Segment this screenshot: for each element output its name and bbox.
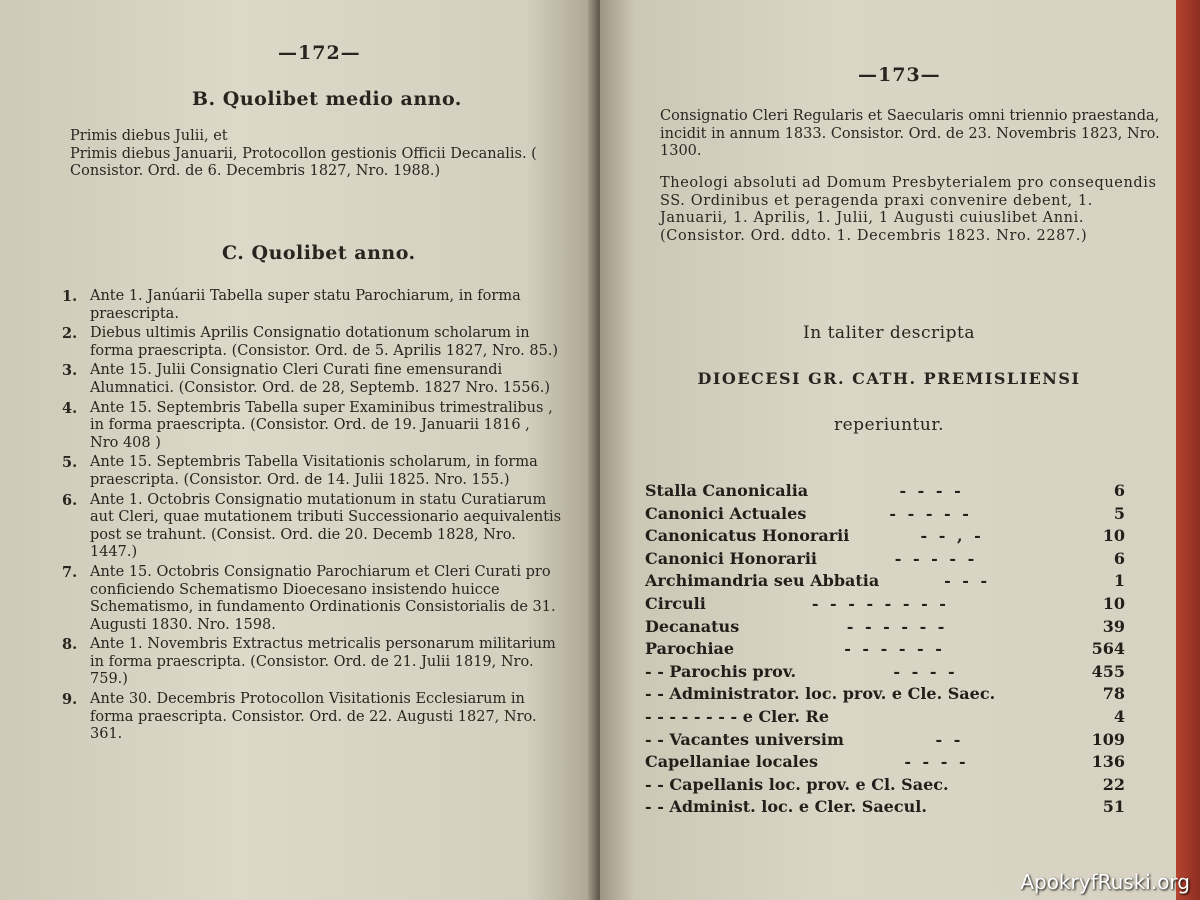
stat-row (645, 774, 1125, 797)
stat-row (645, 661, 1125, 684)
list-item (62, 492, 562, 562)
item-text: Ante 15. Septembris Tabella Visitationis scholarum, in forma praescripta. (Consistor. Ord. de 14. Julii 1825. Nro. 155.) (90, 454, 538, 488)
stat-value: 4 (1113, 706, 1125, 726)
stat-row (645, 616, 1125, 639)
list-item (62, 454, 562, 489)
list-item (62, 362, 562, 397)
stat-value: 39 (1102, 616, 1125, 636)
stat-label: - - Administrator. loc. prov. e Cle. Saec. (645, 684, 996, 704)
list-item (62, 691, 562, 744)
stat-row (645, 480, 1125, 503)
stat-value: 136 (1091, 752, 1125, 772)
stat-value: 1 (1113, 571, 1125, 591)
stat-leader: - - - - - (894, 548, 978, 568)
heading-in-taliter: In taliter descripta (803, 323, 975, 343)
item-number: 3. (62, 362, 78, 380)
item-number: 6. (62, 491, 78, 509)
item-number: 4. (62, 399, 78, 417)
stat-label: - - Parochis prov. (645, 661, 797, 681)
stat-row (645, 796, 1125, 819)
section-c-heading: C. Quolibet anno. (222, 242, 416, 264)
left-page (0, 0, 598, 900)
heading-dioecesi: DIOECESI GR. CATH. PREMISLIENSI (697, 369, 1081, 388)
stat-label: Canonici Actuales (645, 503, 807, 523)
list-item (62, 636, 562, 689)
stat-value: 564 (1091, 639, 1125, 659)
item-text: Ante 1. Janúarii Tabella super statu Parochiarum, in forma praescripta. (90, 288, 521, 322)
stat-leader: - - - (944, 571, 991, 591)
list-item (62, 564, 562, 634)
stat-label: - - Administ. loc. e Cler. Saecul. (645, 797, 927, 817)
stat-label: - - Capellanis loc. prov. e Cl. Saec. (645, 774, 949, 794)
item-number: 9. (62, 691, 78, 709)
stat-leader: - - - - (899, 481, 964, 500)
book-cover-edge (1176, 0, 1200, 900)
stat-label: Circuli (645, 593, 706, 613)
item-text: Diebus ultimis Aprilis Consignatio dotationum scholarum in forma praescripta. (Consistor. Ord. de 5. Aprilis 1827, Nro. 85.) (90, 325, 559, 359)
stat-value: 78 (1102, 684, 1125, 704)
stat-value: 10 (1102, 526, 1125, 546)
item-number: 7. (62, 563, 78, 581)
stat-row (645, 525, 1125, 548)
item-text: Ante 1. Octobris Consignatio mutationum in statu Curatiarum aut Cleri, quae mutationem tributi Successionario aequivalentis post se trahunt. (Consist. Ord. die 20. Decemb 1828, Nro. 1447.) (90, 491, 562, 561)
stat-leader: - - - - - - - - (811, 593, 949, 613)
stat-label: Archimandria seu Abbatia (645, 571, 880, 591)
stat-row (645, 548, 1125, 571)
item-number: 8. (62, 636, 78, 654)
stat-value: 51 (1102, 797, 1125, 817)
stat-label: - - - - - - - - e Cler. Re (645, 706, 830, 726)
page-number-right: —173— (858, 64, 941, 86)
item-text: Ante 1. Novembris Extractus metricalis personarum militarium in forma praescripta. (Consistor. Ord. de 21. Julii 1819, Nro. 759.) (90, 636, 556, 688)
stat-label: Capellaniae locales (645, 752, 818, 772)
stat-label: - - Vacantes universim (645, 729, 844, 749)
stat-label: Decanatus (645, 616, 740, 636)
stat-value: 22 (1102, 774, 1125, 794)
item-number: 1. (62, 288, 78, 305)
stat-leader: - - - - - (889, 503, 972, 523)
section-b-text: Primis diebus Julii, et Primis diebus Januarii, Protocollon gestionis Officii Decanalis. ( Consistor. Ord. de 6. Decembris 1827, Nro. 1988.) (70, 128, 537, 180)
stat-row (645, 503, 1125, 526)
stat-row (645, 683, 1125, 706)
item-text: Ante 15. Julii Consignatio Cleri Curati fine emensurandi Alumnatici. (Consistor. Ord. de 28, Septemb. 1827 Nro. 1556.) (90, 362, 550, 396)
item-text: Ante 30. Decembris Protocollon Visitationis Ecclesiarum in forma praescripta. Consistor. Ord. de 22. Augusti 1827, Nro. 361. (90, 691, 537, 743)
stat-value: 5 (1113, 503, 1125, 523)
stat-leader: - - - - (893, 661, 958, 681)
heading-reperiuntur: reperiuntur. (833, 415, 945, 435)
item-number: 2. (62, 325, 78, 343)
page-number-left: —172— (278, 42, 361, 64)
stat-row (645, 729, 1125, 752)
stat-row (645, 638, 1125, 661)
paragraph-consignatio: Consignatio Cleri Regularis et Saecularis omni triennio praestanda, incidit in annum 1833. Consistor. Ord. de 23. Novembris 1823, Nro. 1300. (660, 108, 1160, 160)
section-b-heading: B. Quolibet medio anno. (192, 88, 462, 110)
stat-value: 10 (1102, 593, 1125, 613)
stat-value: 455 (1091, 661, 1125, 681)
item-text: Ante 15. Septembris Tabella super Examinibus trimestralibus , in forma praescripta. (Consistor. Ord. de 19. Januarii 1816 , Nro 408 ) (90, 399, 553, 451)
section-c-list (62, 288, 562, 746)
list-item (62, 400, 562, 453)
stat-row (645, 706, 1125, 729)
stat-value: 6 (1113, 548, 1125, 568)
stat-row (645, 570, 1125, 593)
stat-label: Stalla Canonicalia (645, 481, 809, 500)
stat-label: Canonicatus Honorarii (645, 526, 850, 546)
watermark: ApokryfRuski.org (1020, 870, 1190, 894)
list-item (62, 288, 562, 323)
stat-leader: - - - - (904, 752, 969, 772)
stat-leader: - - (935, 729, 964, 749)
stat-leader: - - , - (920, 526, 984, 546)
stat-label: Parochiae (645, 639, 735, 659)
item-number: 5. (62, 454, 78, 472)
item-text: Ante 15. Octobris Consignatio Parochiarum et Cleri Curati pro conficiendo Schematismo Dioecesano insistendo huicce Schematismo, in fundamento Ordinationis Consistorialis de 31. Augusti 1830. Nro. 1598. (90, 563, 556, 633)
stat-label: Canonici Honorarii (645, 548, 817, 568)
stat-row (645, 593, 1125, 616)
stat-value: 109 (1091, 729, 1125, 749)
stat-leader: - - - - - - (846, 616, 948, 636)
stat-value: 6 (1113, 481, 1125, 500)
statistics-list (645, 480, 1125, 819)
stat-leader: - - - - - - (844, 639, 945, 659)
paragraph-theologi: Theologi absoluti ad Domum Presbyterialem pro consequendis SS. Ordinibus et peragenda praxi convenire debent, 1. Januarii, 1. Aprilis, 1. Julii, 1 Augusti cuiuslibet Anni. (Consistor. Ord. ddto. 1. Decembris 1823. Nro. 2287.) (660, 175, 1157, 244)
stat-row (645, 751, 1125, 774)
list-item (62, 325, 562, 360)
